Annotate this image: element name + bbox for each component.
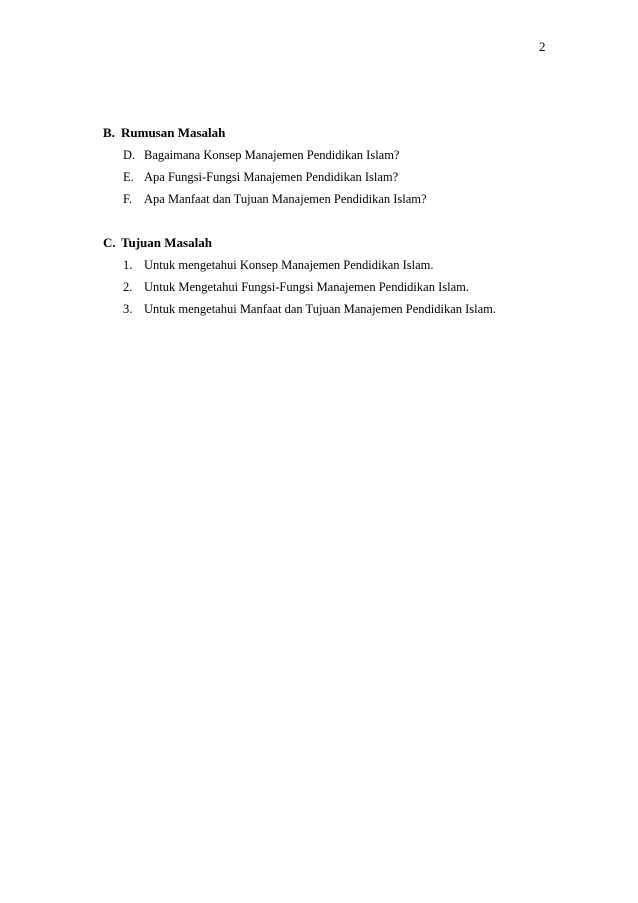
list-marker: 3.	[123, 302, 133, 316]
list-item	[103, 144, 427, 166]
list-item	[103, 188, 427, 210]
list-marker: 1.	[123, 258, 133, 272]
list-item-text: Untuk mengetahui Konsep Manajemen Pendidikan Islam.	[144, 258, 434, 272]
list-marker: D.	[123, 148, 136, 162]
section-heading	[103, 124, 427, 144]
list-item-text: Untuk mengetahui Manfaat dan Tujuan Manajemen Pendidikan Islam.	[144, 302, 497, 316]
section-rumusan-masalah	[103, 124, 427, 210]
list-marker: E.	[123, 170, 134, 184]
section-title: Tujuan Masalah	[121, 235, 212, 250]
objective-list	[103, 254, 496, 320]
section-letter: C.	[103, 235, 116, 250]
list-item-text: Untuk Mengetahui Fungsi-Fungsi Manajemen Pendidikan Islam.	[144, 280, 469, 294]
section-letter: B.	[103, 125, 115, 140]
list-item	[103, 166, 427, 188]
list-item-text: Bagaimana Konsep Manajemen Pendidikan Islam?	[144, 148, 400, 162]
section-title: Rumusan Masalah	[121, 125, 226, 140]
list-item-text: Apa Manfaat dan Tujuan Manajemen Pendidikan Islam?	[144, 192, 427, 206]
list-item	[103, 276, 496, 298]
list-marker: 2.	[123, 280, 133, 294]
list-item	[103, 254, 496, 276]
page-number: 2	[539, 39, 546, 54]
question-list	[103, 144, 427, 210]
list-item-text: Apa Fungsi-Fungsi Manajemen Pendidikan Islam?	[144, 170, 399, 184]
section-heading	[103, 234, 496, 254]
list-marker: F.	[123, 192, 133, 206]
section-tujuan-masalah	[103, 234, 496, 320]
list-item	[103, 298, 496, 320]
